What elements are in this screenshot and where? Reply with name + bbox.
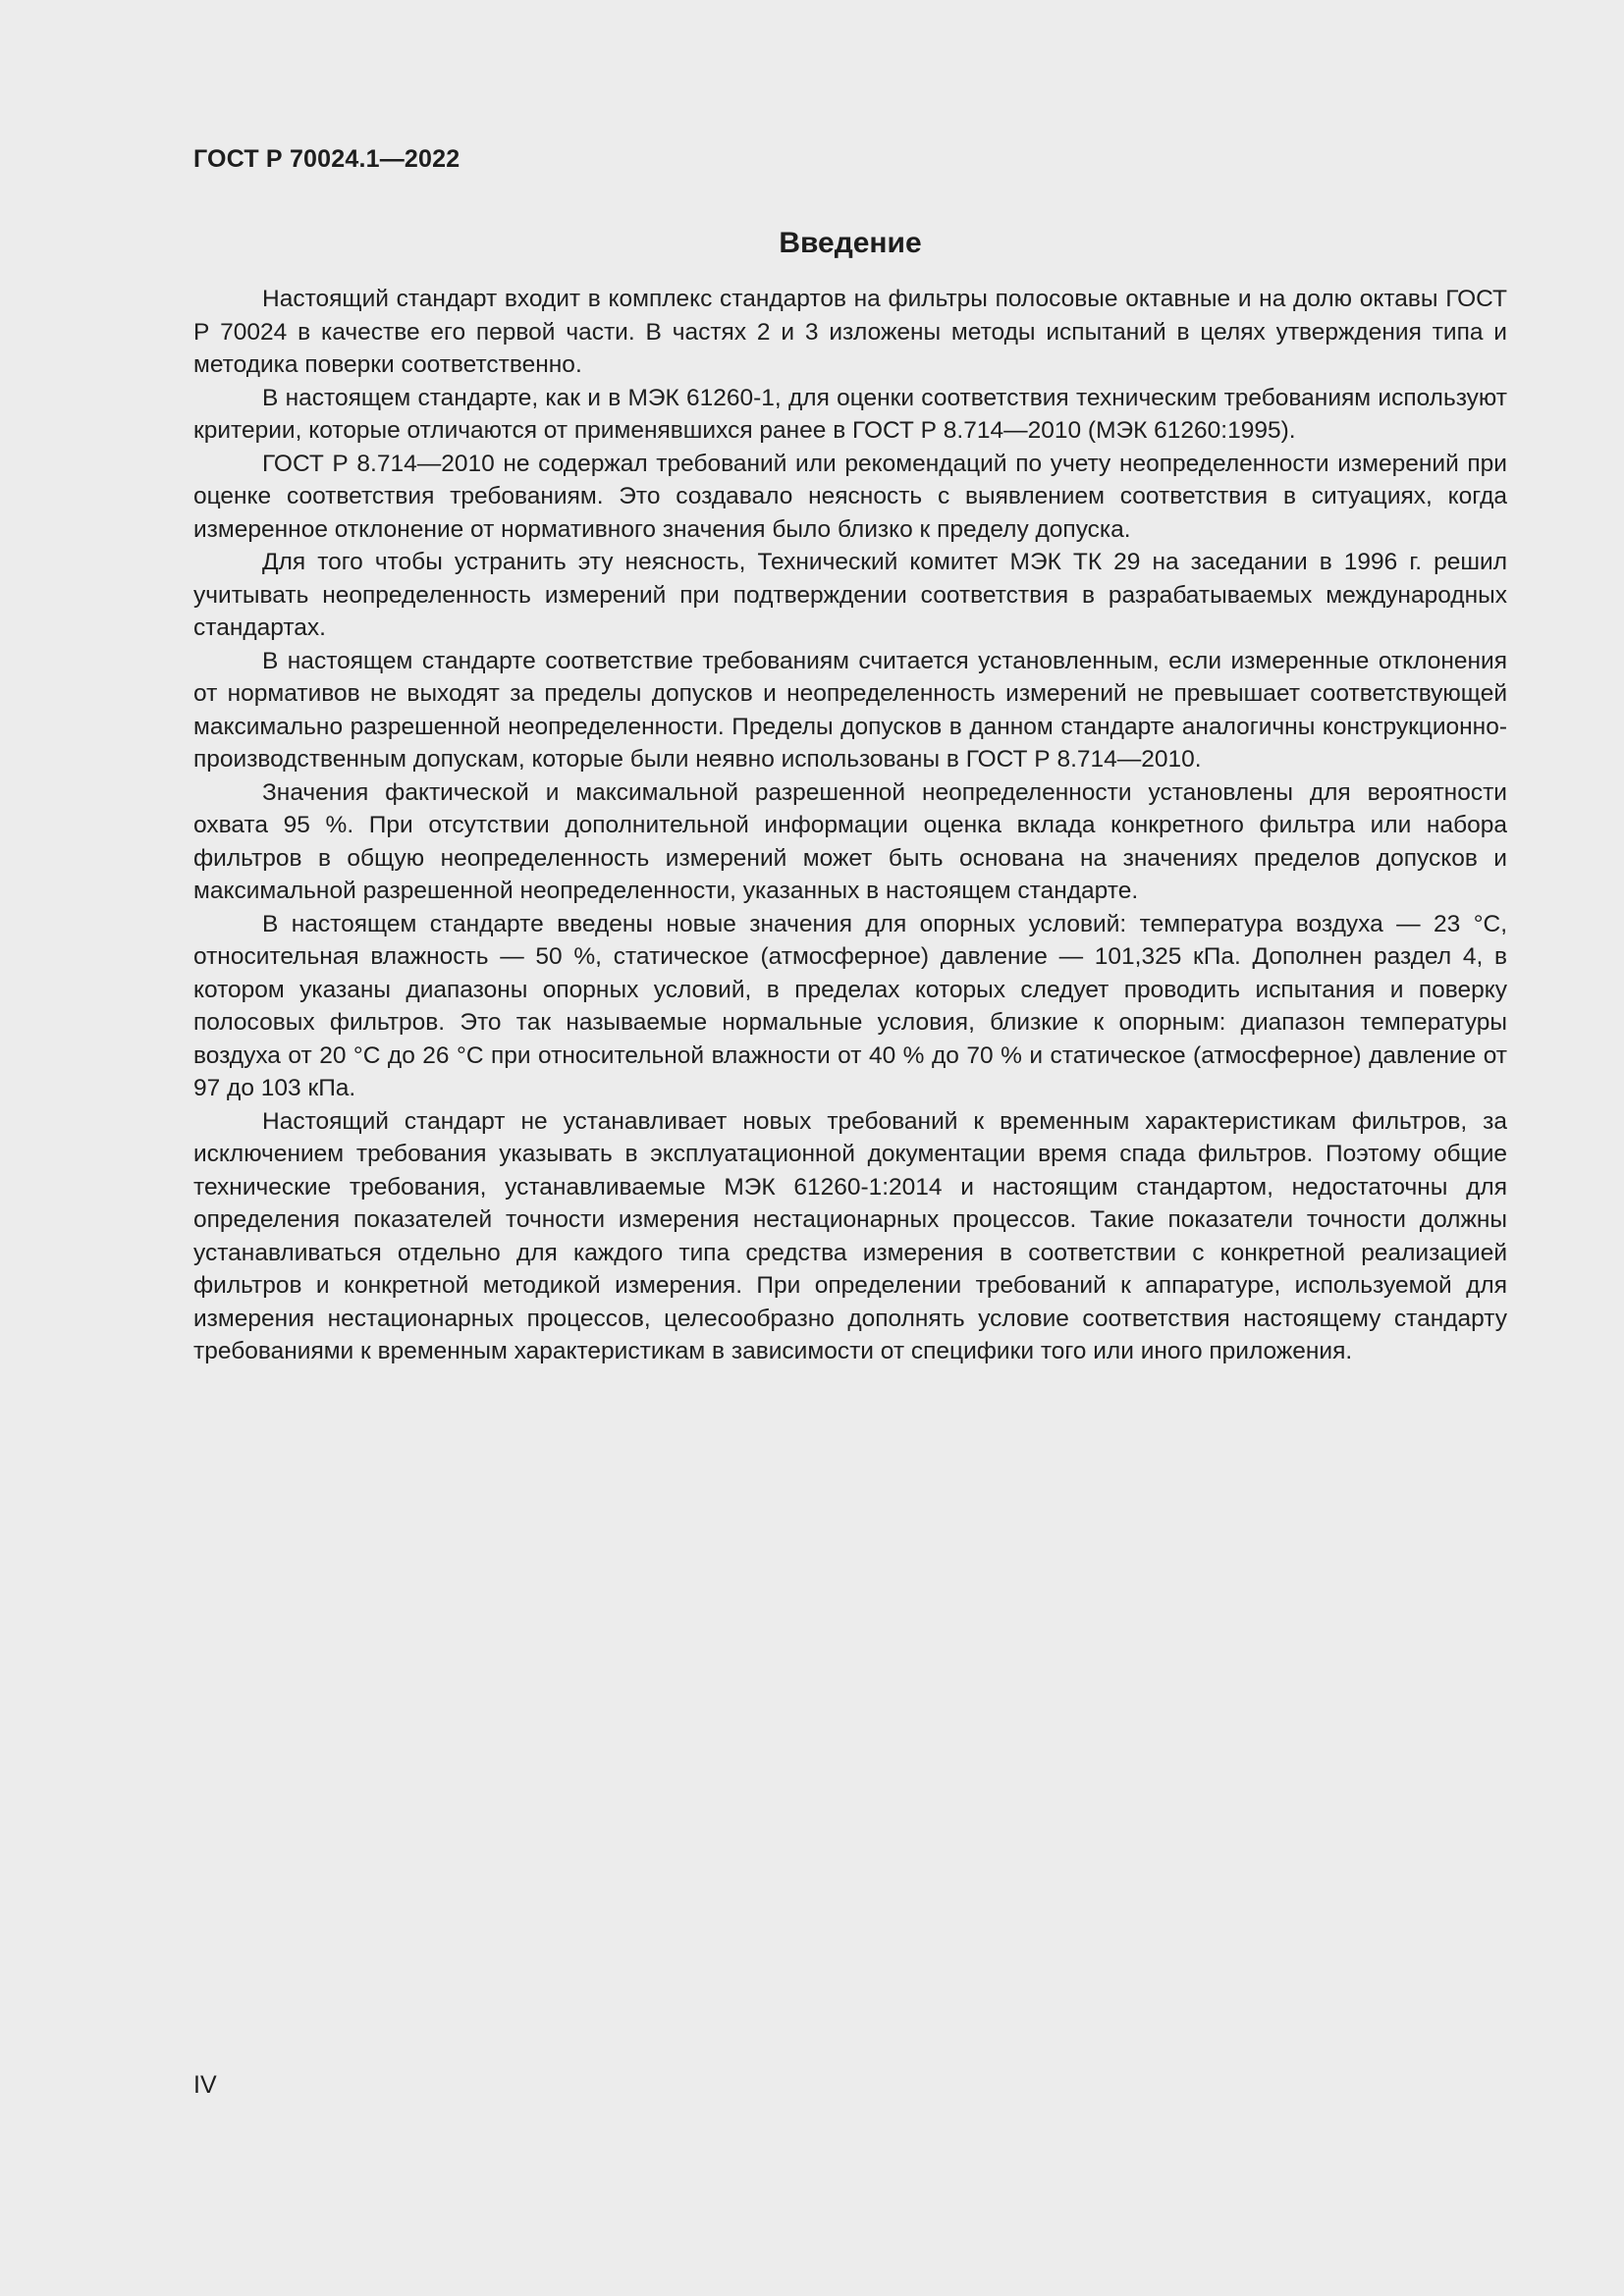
paragraph: Для того чтобы устранить эту неясность, Технический комитет МЭК ТК 29 на заседании в 1996 г. решил учитывать неопределенность измерений при подтверждении соответствия в разрабатываемых международных стандартах. (193, 549, 1507, 641)
section-title: Введение (779, 227, 922, 259)
paragraph: В настоящем стандарте соответствие требованиям считается установленным, если измеренные отклонения от нормативов не выходят за пределы допусков и неопределенность измерений не превышает соответствующей максимально разрешенной неопределенности. Пределы допусков в данном стандарте аналогичны конструкционно-производственным допускам, которые были неявно использованы в ГОСТ Р 8.714—2010. (193, 647, 1507, 773)
paragraph: Настоящий стандарт не устанавливает новых требований к временным характеристикам фильтров, за исключением требования указывать в эксплуатационной документации время спада фильтров. Поэтому общие технические требования, устанавливаемые МЭК 61260-1:2014 и настоящим стандартом, недостаточны для определения показателей точности измерения нестационарных процессов. Такие показатели точности должны устанавливаться отдельно для каждого типа средства измерения в соответствии с конкретной реализацией фильтров и конкретной методикой измерения. При определении требований к аппаратуре, используемой для измерения нестационарных процессов, целесообразно дополнять условие соответствия настоящему стандарту требованиями к временным характеристикам в зависимости от специфики того или иного приложения. (193, 1107, 1507, 1364)
paragraph: В настоящем стандарте, как и в МЭК 61260-1, для оценки соответствия техническим требованиям используют критерии, которые отличаются от применявшихся ранее в ГОСТ Р 8.714—2010 (МЭК 61260:1995). (193, 384, 1507, 444)
document-code-header: ГОСТ Р 70024.1—2022 (193, 145, 460, 173)
paragraph: Значения фактической и максимальной разрешенной неопределенности установлены для вероятности охвата 95 %. При отсутствии дополнительной информации оценка вклада конкретного фильтра или набора фильтров в общую неопределенность измерений может быть основана на значениях пределов допусков и максимальной разрешенной неопределенности, указанных в настоящем стандарте. (193, 778, 1507, 904)
paragraph: Настоящий стандарт входит в комплекс стандартов на фильтры полосовые октавные и на долю октавы ГОСТ Р 70024 в качестве его первой части. В частях 2 и 3 изложены методы испытаний в целях утверждения типа и методика поверки соответственно. (193, 286, 1507, 378)
page-number: IV (193, 2071, 217, 2099)
introduction-section (193, 224, 1507, 1368)
paragraph: ГОСТ Р 8.714—2010 не содержал требований или рекомендаций по учету неопределенности измерений при оценке соответствия требованиям. Это создавало неясность с выявлением соответствия в ситуациях, когда измеренное отклонение от нормативного значения было близко к пределу допуска. (193, 450, 1507, 543)
paragraph: В настоящем стандарте введены новые значения для опорных условий: температура воздуха — 23 °С, относительная влажность — 50 %, статическое (атмосферное) давление — 101,325 кПа. Дополнен раздел 4, в котором указаны диапазоны опорных условий, в пределах которых следует проводить испытания и поверку полосовых фильтров. Это так называемые нормальные условия, близкие к опорным: диапазон температуры воздуха от 20 °С до 26 °С при относительной влажности от 40 % до 70 % и статическое (атмосферное) давление от 97 до 103 кПа. (193, 910, 1507, 1101)
